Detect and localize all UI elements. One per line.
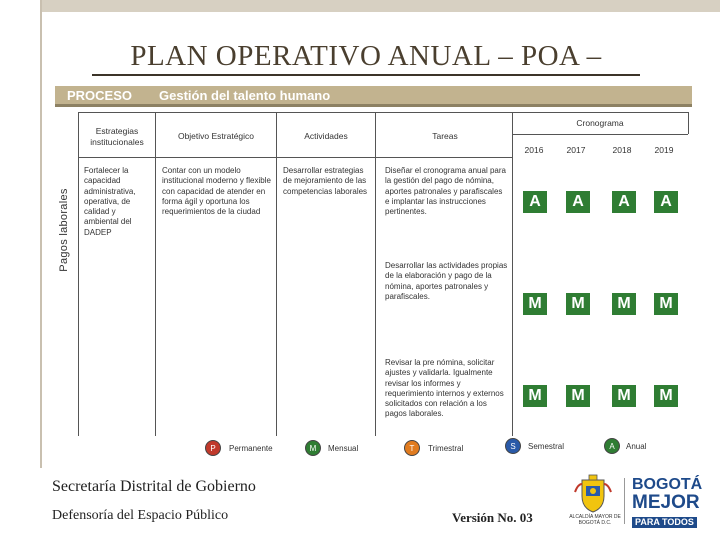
legend-badge-permanente: P — [205, 440, 221, 456]
page-title: PLAN OPERATIVO ANUAL – POA – — [92, 38, 640, 76]
mark-task1-2018: A — [612, 191, 636, 213]
mark-task1-2019: A — [654, 191, 678, 213]
mark-task2-2019: M — [654, 293, 678, 315]
mark-task3-2017: M — [566, 385, 590, 407]
cell-objetivo: Contar con un modelo institucional moderno y flexible con capacidad de atender en forma ágil y oportuna los requerimientos de la ciudad — [162, 166, 271, 217]
cell-estrategia: Fortalecer la capacidad administrativa, operativa, de calidad y ambiental del DADEP — [84, 166, 136, 237]
header-year-2016: 2016 — [524, 145, 544, 155]
legend-label-permanente: Permanente — [229, 444, 273, 453]
mark-task1-2016: A — [523, 191, 547, 213]
logo-prefix: BOGOTÁ — [632, 476, 703, 493]
mark-task1-2017: A — [566, 191, 590, 213]
logo-main: MEJOR — [632, 492, 700, 513]
mark-task3-2016: M — [523, 385, 547, 407]
legend-label-anual: Anual — [626, 442, 647, 451]
header-tareas: Tareas — [432, 131, 458, 141]
top-frame-bar — [40, 0, 720, 12]
cell-actividad: Desarrollar estrategias de mejoramiento de las competencias laborales — [283, 166, 368, 196]
legend-badge-semestral: S — [505, 438, 521, 454]
legend-label-mensual: Mensual — [328, 444, 359, 453]
header-year-2018: 2018 — [612, 145, 632, 155]
legend-badge-trimestral: T — [404, 440, 420, 456]
cronograma-divider — [512, 134, 688, 135]
bogota-seal-icon — [570, 474, 616, 514]
side-label — [56, 160, 72, 300]
header-cronograma: Cronograma — [576, 118, 624, 128]
logo-separator — [624, 478, 625, 524]
mark-task3-2019: M — [654, 385, 678, 407]
header-objetivo: Objetivo Estratégico — [177, 131, 255, 141]
table-right-border — [688, 112, 689, 134]
mark-task2-2017: M — [566, 293, 590, 315]
footer-secretaria: Secretaría Distrital de Gobierno — [52, 478, 256, 495]
process-label: PROCESO — [67, 88, 133, 103]
legend-badge-anual: A — [604, 438, 620, 454]
header-actividades: Actividades — [304, 131, 348, 141]
col-divider-3 — [375, 112, 376, 436]
col-divider-1 — [155, 112, 156, 436]
footer-version: Versión No. 03 — [452, 510, 533, 525]
header-bottom-border — [78, 157, 512, 158]
col-divider-2 — [276, 112, 277, 436]
logo-tag: PARA TODOS — [632, 517, 697, 528]
footer-defensoria: Defensoría del Espacio Público — [52, 508, 229, 523]
header-year-2017: 2017 — [566, 145, 586, 155]
left-frame-line — [40, 0, 42, 468]
header-estrategias: Estrategias institucionales — [90, 126, 144, 147]
table-top-border — [78, 112, 688, 113]
side-label-text: Pagos laborales — [58, 188, 70, 272]
seal-caption: ALCALDÍA MAYOR DE BOGOTÁ D.C. — [569, 514, 621, 526]
process-bar — [55, 86, 692, 107]
legend-badge-mensual: M — [305, 440, 321, 456]
legend-label-trimestral: Trimestral — [428, 444, 464, 453]
table-left-border — [78, 112, 79, 436]
header-year-2019: 2019 — [654, 145, 674, 155]
process-value: Gestión del talento humano — [159, 88, 331, 103]
task-3-text: Revisar la pre nómina, solicitar ajustes y validarla. Igualmente revisar los informes y requerimiento internos y externos solicitados con relación a los pagos laborales. — [385, 358, 504, 419]
mark-task2-2016: M — [523, 293, 547, 315]
legend-label-semestral: Semestral — [528, 442, 565, 451]
col-divider-4 — [512, 112, 513, 436]
task-1-text: Diseñar el cronograma anual para la gestión del pago de nómina, aportes patronales y parafiscales e implantar las instrucciones pertinentes. — [385, 166, 506, 217]
task-2-text: Desarrollar las actividades propias de la elaboración y pago de la nómina, aportes patronales y parafiscales. — [385, 261, 508, 301]
mark-task3-2018: M — [612, 385, 636, 407]
bogota-mejor-logo — [632, 476, 714, 530]
mark-task2-2018: M — [612, 293, 636, 315]
